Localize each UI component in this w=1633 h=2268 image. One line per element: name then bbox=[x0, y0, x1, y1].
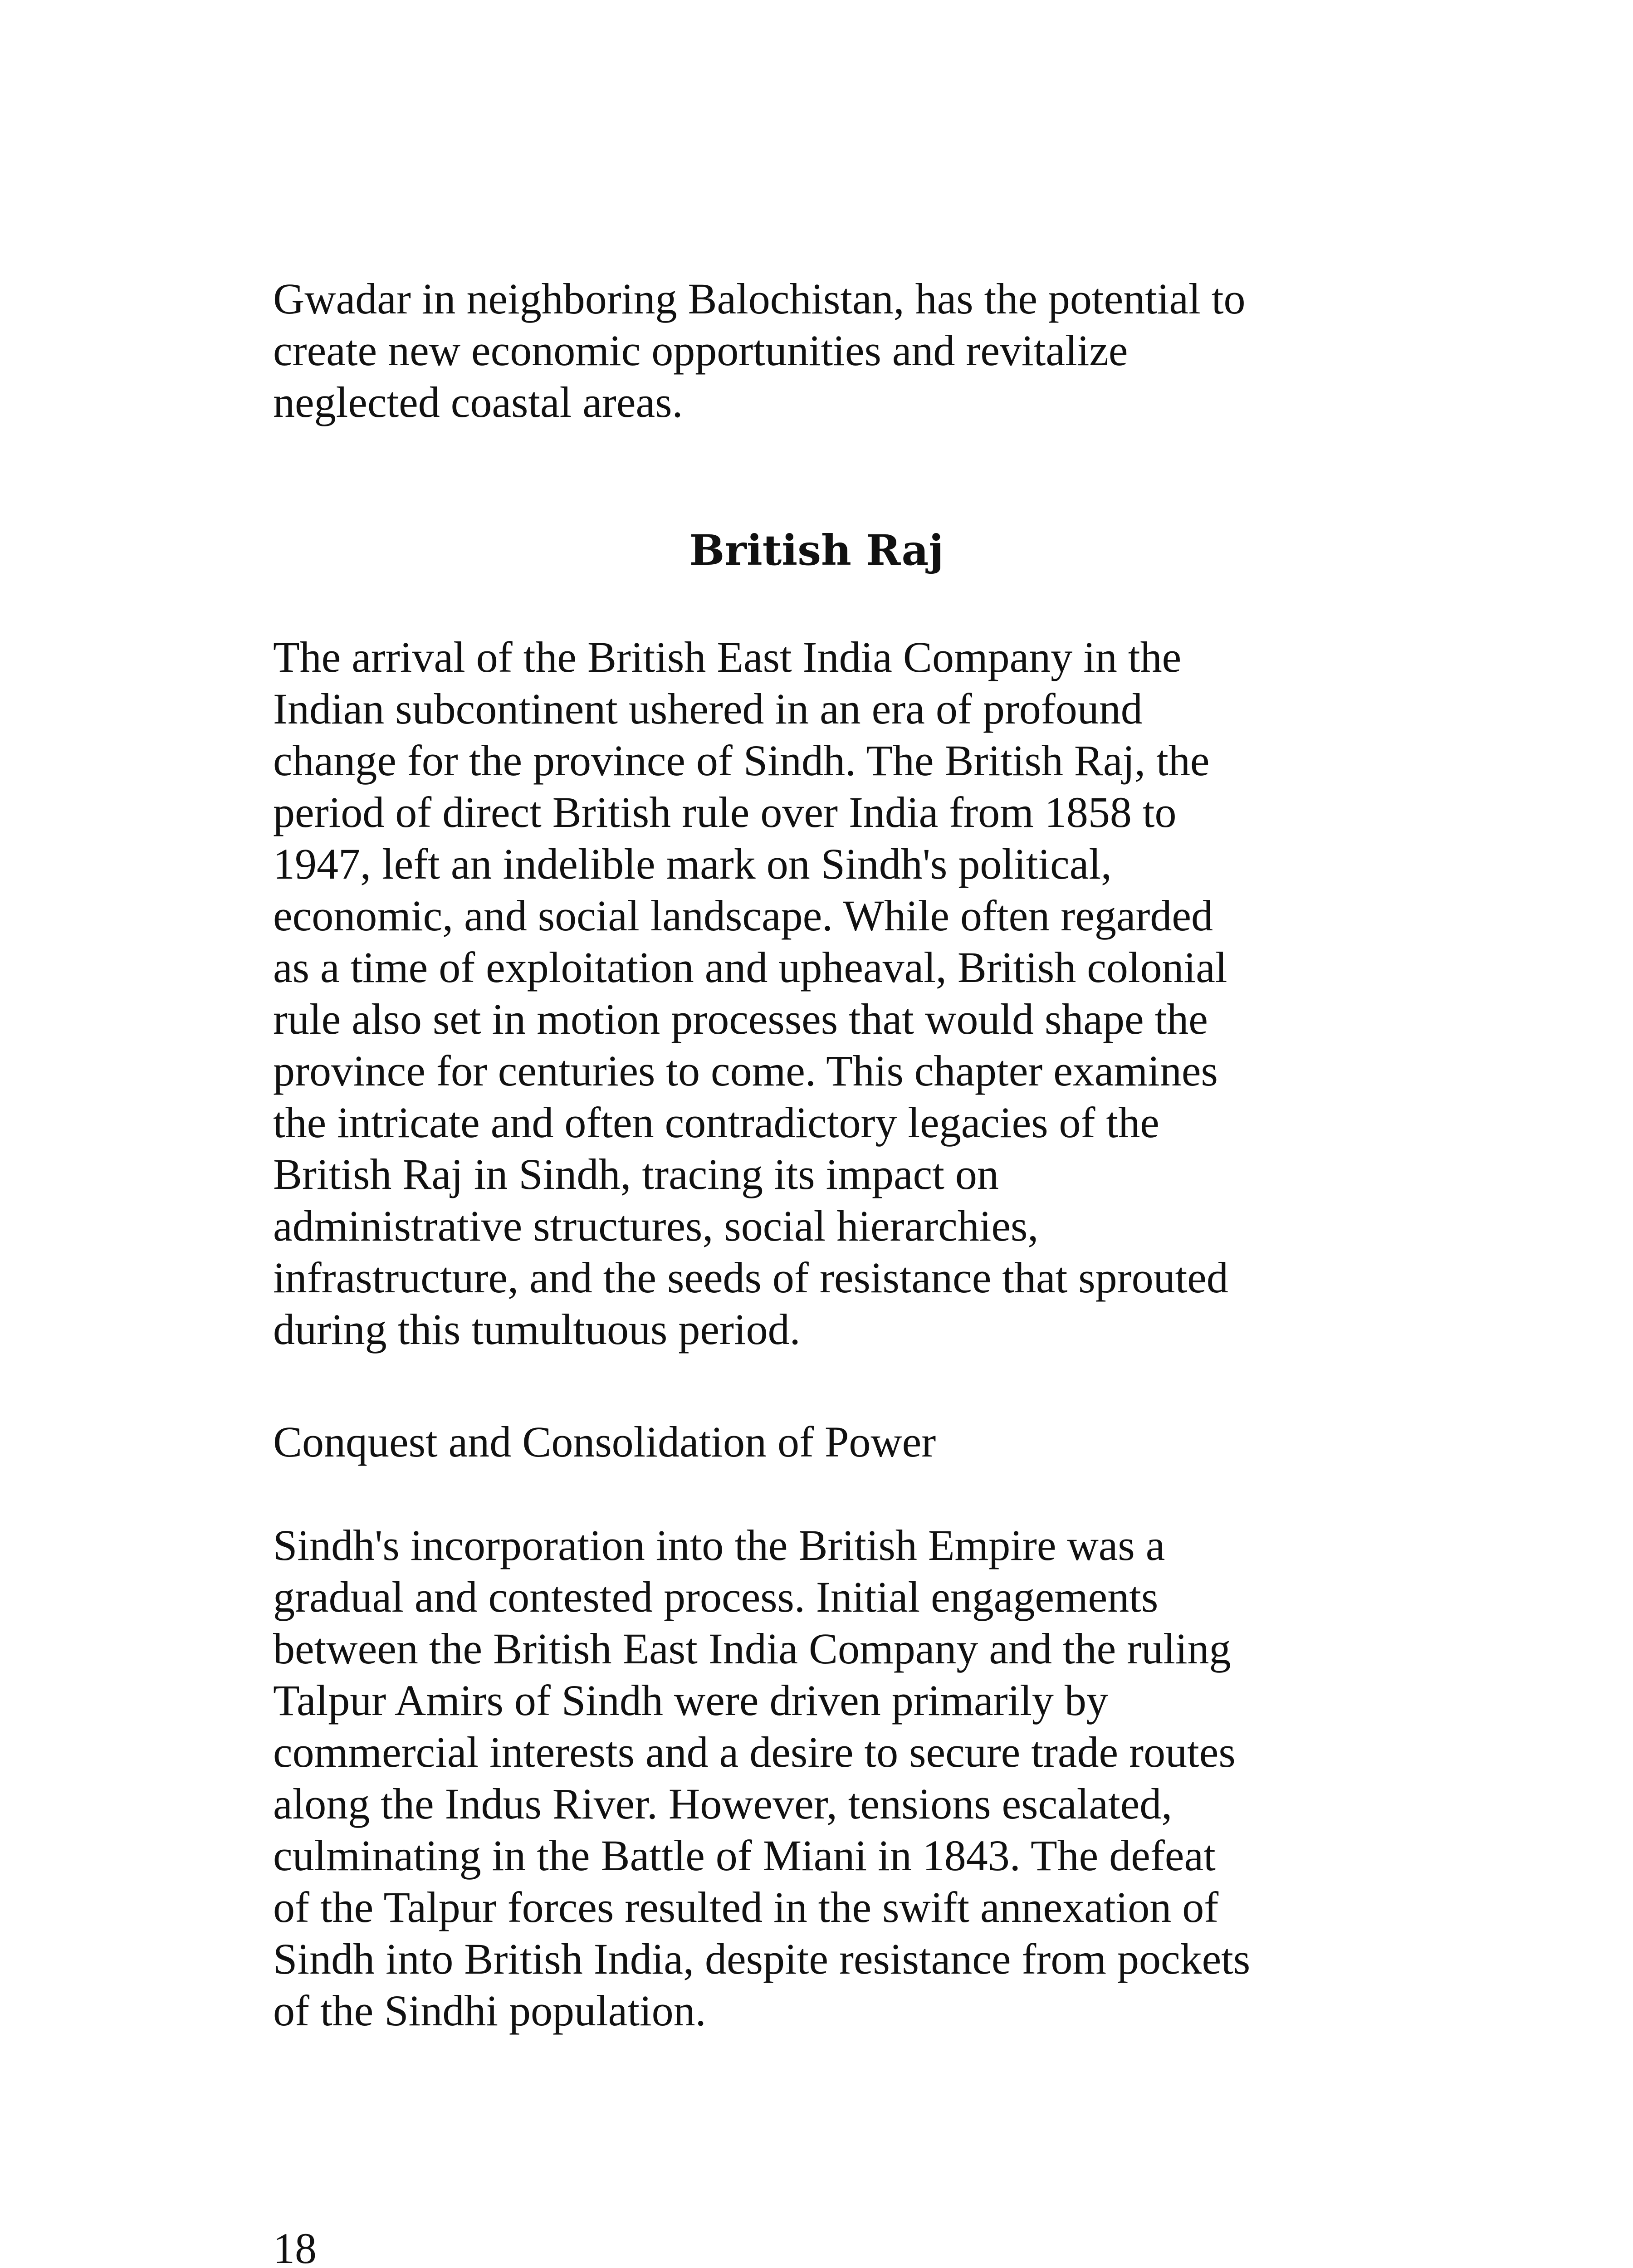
subheading: Conquest and Consolidation of Power bbox=[273, 1418, 936, 1466]
page-number: 18 bbox=[273, 2224, 317, 2268]
intro-paragraph: The arrival of the British East India Company in the Indian subcontinent ushered in an era of profound change for the province of Sindh. The British Raj, the period of direct British rule over India from 1858 to 1947, left an indelible mark on Sindh's political, economic, and social landscape. While often regarded as a time of exploitation and upheaval, British colonial rule also set in motion processes that would shape the province for centuries to come. This chapter examines the intricate and often contradictory legacies of the British Raj in Sindh, tracing its impact on administrative structures, social hierarchies, infrastructure, and the seeds of resistance that sprouted during this tumultuous period. bbox=[273, 633, 1228, 1354]
conquest-paragraph: Sindh's incorporation into the British Empire was a gradual and contested process. Initial engagements between the British East India Company and the ruling Talpur Amirs of Sindh were driven primarily by commercial interests and a desire to secure trade routes along the Indus River. However, tensions escalated, culminating in the Battle of Miani in 1843. The defeat of the Talpur forces resulted in the swift annexation of Sindh into British India, despite resistance from pockets of the Sindhi population. bbox=[273, 1521, 1251, 2035]
section-heading: British Raj bbox=[689, 526, 944, 575]
continued-paragraph: Gwadar in neighboring Balochistan, has the potential to create new economic opportunities and revitalize neglected coastal areas. bbox=[273, 274, 1246, 426]
